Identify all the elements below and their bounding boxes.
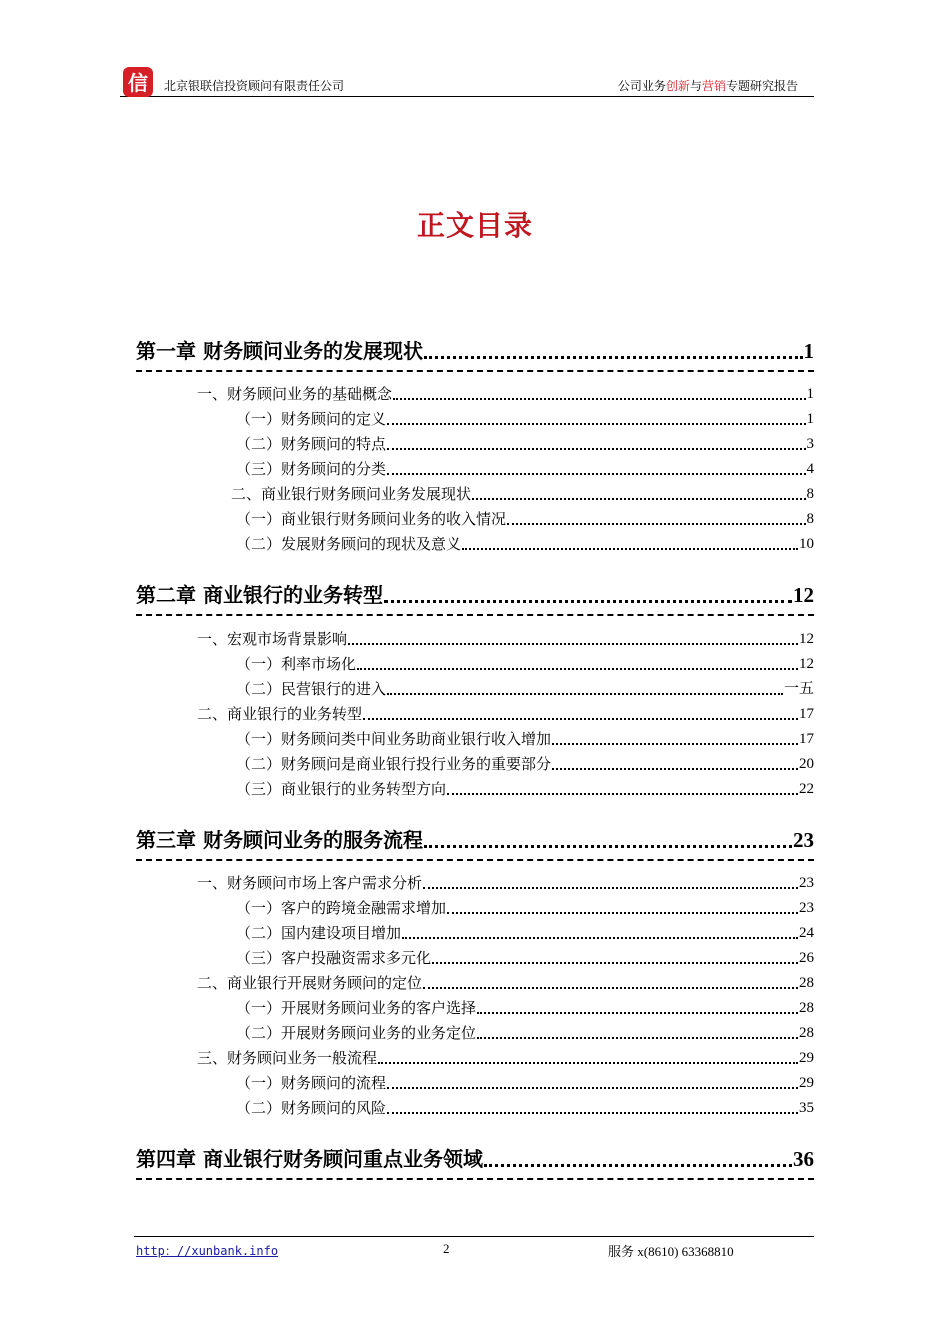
toc-page-number: 8: [806, 511, 814, 527]
toc-dot-leader: [472, 498, 805, 500]
toc-page-number: 26: [799, 950, 814, 966]
report-title-part: 与: [689, 79, 702, 93]
toc-page-number: 23: [799, 900, 814, 916]
toc-entry-title: （二）财务顾问的风险: [236, 1099, 387, 1117]
page-title: 正文目录: [416, 209, 533, 242]
toc-subsection[interactable]: [236, 754, 814, 774]
toc-entry-title: 第二章 商业银行的业务转型: [136, 583, 383, 607]
toc-page-number: 1: [803, 339, 814, 363]
toc-page-number: 29: [799, 1050, 814, 1066]
toc-page-number: 4: [806, 461, 814, 477]
toc-chapter[interactable]: [136, 338, 814, 364]
toc-dot-leader: [447, 793, 798, 795]
toc-page-number: 12: [799, 631, 814, 647]
toc-entry-title: （二）国内建设项目增加: [236, 924, 402, 942]
toc-dot-leader: [462, 548, 798, 550]
toc-page-number: 10: [799, 536, 814, 552]
toc-entry-title: （三）财务顾问的分类: [236, 460, 387, 478]
toc-dot-leader: [477, 1037, 798, 1039]
toc-entry-title: （一）财务顾问的定义: [236, 410, 387, 428]
toc-entry-title: （二）财务顾问的特点: [236, 435, 387, 453]
toc-page-number: 一五: [783, 681, 814, 697]
toc-section[interactable]: [197, 384, 814, 404]
report-title-part: 创新: [665, 79, 690, 93]
toc-entry-title: 二、商业银行财务顾问业务发展现状: [231, 485, 472, 503]
toc-dot-leader: [357, 668, 798, 670]
toc-subsection[interactable]: [236, 1098, 814, 1118]
toc-subsection[interactable]: [236, 459, 814, 479]
toc-entry-title: （一）财务顾问类中间业务助商业银行收入增加: [236, 730, 552, 748]
toc-entry-title: 第一章 财务顾问业务的发展现状: [136, 339, 423, 363]
toc-entry-title: （二）财务顾问是商业银行投行业务的重要部分: [236, 755, 552, 773]
toc-entry-title: （二）民营银行的进入: [236, 680, 387, 698]
footer-page-number: 2: [443, 1241, 450, 1256]
toc-page-number: 23: [793, 828, 814, 852]
toc-subsection[interactable]: [236, 779, 814, 799]
toc-page-number: 3: [806, 436, 814, 452]
toc-page-number: 17: [799, 731, 814, 747]
footer-phone: 服务 x(8610) 63368810: [608, 1244, 734, 1259]
toc-entry-title: （一）利率市场化: [236, 655, 357, 673]
toc-subsection[interactable]: [236, 898, 814, 918]
toc-entry-title: （一）商业银行财务顾问业务的收入情况: [236, 510, 507, 528]
toc-page-number: 22: [799, 781, 814, 797]
report-title-part: 专题研究报告: [725, 79, 798, 93]
toc-section[interactable]: [197, 704, 814, 724]
page-header: [120, 66, 814, 97]
toc-subsection[interactable]: [236, 409, 814, 429]
toc-dot-leader: [387, 423, 805, 425]
toc-dot-leader: [387, 1112, 798, 1114]
toc-entry-title: 二、商业银行开展财务顾问的定位: [197, 974, 423, 992]
toc-dot-leader: [507, 523, 805, 525]
toc-dot-leader: [387, 473, 805, 475]
toc-page-number: 17: [799, 706, 814, 722]
toc-entry-title: （一）财务顾问的流程: [236, 1074, 387, 1092]
toc-section[interactable]: [197, 873, 814, 893]
toc-page-number: 28: [799, 1000, 814, 1016]
toc-dot-leader: [378, 1062, 798, 1064]
toc-entry-title: （三）客户投融资需求多元化: [236, 949, 432, 967]
toc-subsection[interactable]: [236, 1073, 814, 1093]
toc-subsection[interactable]: [236, 434, 814, 454]
toc-dot-leader: [423, 887, 798, 889]
toc-subsection[interactable]: [236, 534, 814, 554]
toc-dot-leader: [363, 718, 798, 720]
toc-page-number: 1: [806, 386, 814, 402]
svg-text:信: 信: [128, 71, 148, 95]
toc-page-number: 24: [799, 925, 814, 941]
toc-chapter[interactable]: [136, 582, 814, 608]
toc-dot-leader: [484, 1164, 792, 1167]
toc-page-number: 28: [799, 1025, 814, 1041]
toc-dot-leader: [423, 987, 798, 989]
toc-section[interactable]: [231, 484, 814, 504]
toc-dot-leader: [387, 448, 805, 450]
chapter-divider: [136, 614, 814, 616]
toc-page-number: 20: [799, 756, 814, 772]
toc-subsection[interactable]: [236, 998, 814, 1018]
chapter-divider: [136, 1178, 814, 1180]
toc-section[interactable]: [197, 973, 814, 993]
toc-chapter[interactable]: [136, 827, 814, 853]
toc-section[interactable]: [197, 1048, 814, 1068]
toc-entry-title: 一、宏观市场背景影响: [197, 630, 348, 648]
toc-dot-leader: [424, 845, 792, 848]
chapter-divider: [136, 859, 814, 861]
toc-subsection[interactable]: [236, 509, 814, 529]
toc-chapter[interactable]: [136, 1146, 814, 1172]
report-title: [618, 78, 798, 94]
toc-page-number: 8: [806, 486, 814, 502]
toc-entry-title: 三、财务顾问业务一般流程: [197, 1049, 378, 1067]
toc-dot-leader: [424, 356, 803, 359]
company-logo-icon: [122, 66, 154, 98]
toc-page-number: 12: [793, 583, 814, 607]
toc-subsection[interactable]: [236, 654, 814, 674]
toc-page-number: 29: [799, 1075, 814, 1091]
toc-dot-leader: [348, 643, 798, 645]
toc-subsection[interactable]: [236, 948, 814, 968]
toc-entry-title: 一、财务顾问业务的基础概念: [197, 385, 393, 403]
toc-page-number: 23: [799, 875, 814, 891]
toc-page-number: 12: [799, 656, 814, 672]
toc-entry-title: （三）商业银行的业务转型方向: [236, 780, 447, 798]
toc-subsection[interactable]: [236, 729, 814, 749]
toc-page-number: 36: [793, 1147, 814, 1171]
toc-entry-title: 一、财务顾问市场上客户需求分析: [197, 874, 423, 892]
toc-dot-leader: [393, 398, 805, 400]
toc-dot-leader: [552, 768, 798, 770]
toc-dot-leader: [432, 962, 798, 964]
toc-dot-leader: [384, 600, 792, 603]
toc-entry-title: （二）开展财务顾问业务的业务定位: [236, 1024, 477, 1042]
toc-section[interactable]: [197, 629, 814, 649]
toc-subsection[interactable]: [236, 679, 814, 699]
toc-dot-leader: [552, 743, 798, 745]
toc-dot-leader: [477, 1012, 798, 1014]
toc-entry-title: 二、商业银行的业务转型: [197, 705, 363, 723]
toc-entry-title: （一）开展财务顾问业务的客户选择: [236, 999, 477, 1017]
toc-entry-title: 第四章 商业银行财务顾问重点业务领域: [136, 1147, 483, 1171]
toc-subsection[interactable]: [236, 1023, 814, 1043]
toc-subsection[interactable]: [236, 923, 814, 943]
page-footer: [134, 1236, 814, 1259]
toc-page-number: 1: [806, 411, 814, 427]
toc-dot-leader: [387, 1087, 798, 1089]
report-title-part: 公司业务: [617, 79, 666, 93]
chapter-divider: [136, 370, 814, 372]
toc-entry-title: 第三章 财务顾问业务的服务流程: [136, 828, 423, 852]
company-name: 北京银联信投资顾问有限责任公司: [164, 79, 345, 93]
report-title-part: 营销: [701, 79, 726, 93]
toc-entry-title: （一）客户的跨境金融需求增加: [236, 899, 447, 917]
toc-entry-title: （二）发展财务顾问的现状及意义: [236, 535, 462, 553]
footer-url-link[interactable]: http：//xunbank.info: [136, 1244, 279, 1258]
toc-page-number: 35: [799, 1100, 814, 1116]
toc-dot-leader: [447, 912, 798, 914]
toc-dot-leader: [387, 693, 783, 695]
toc-dot-leader: [402, 937, 798, 939]
toc-page-number: 28: [799, 975, 814, 991]
